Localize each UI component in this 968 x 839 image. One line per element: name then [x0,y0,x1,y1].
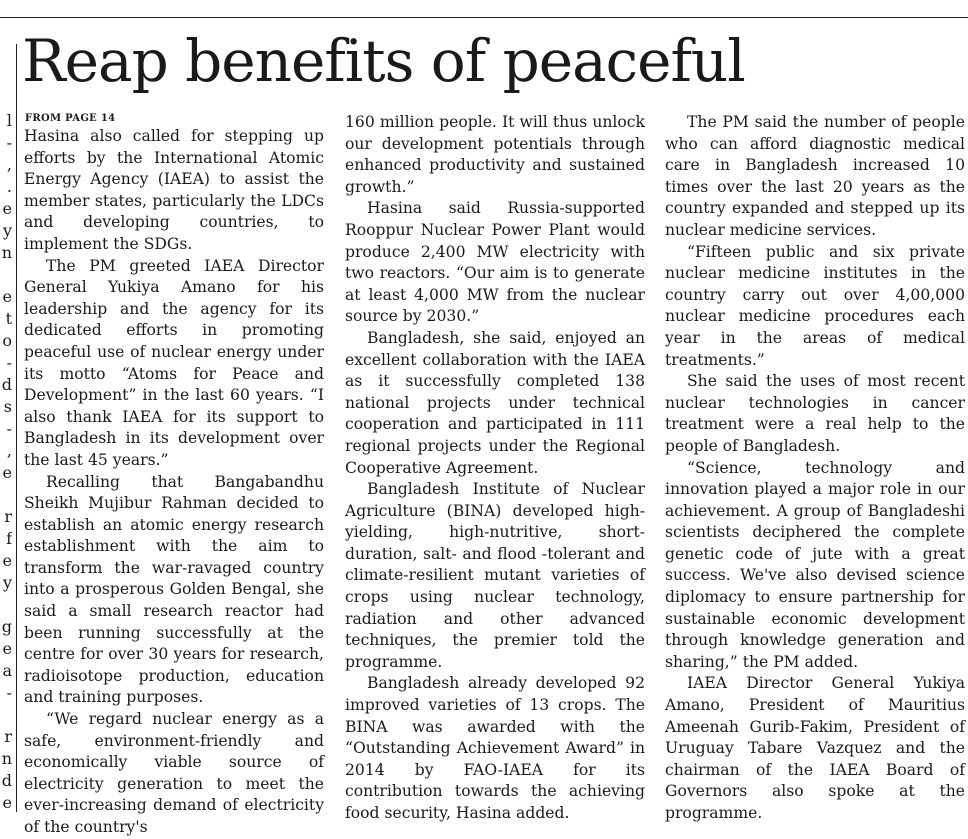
paragraph: Hasina also called for stepping up efforts by the International Atomic Energy Agency (IAEA) to assist the member states, particularly the LDCs and developing countries, to implement the SDGs. [24,127,324,253]
article-column-2 [345,112,645,825]
paragraph: Bangladesh Institute of Nuclear Agriculture (BINA) developed high-yielding, high-nutritive, short-duration, salt- and flood -tolerant and climate-resilient mutant varieties of crops using nuclear technology, radiation and other advanced techniques, the premier told the programme. [345,480,645,671]
paragraph: IAEA Director General Yukiya Amano, President of Mauritius Ameenah Gurib-Fakim, President of Uruguay Tabare Vazquez and the chairman of the IAEA Board of Governors also spoke at the programme. [665,674,965,822]
paragraph: The PM said the number of people who can afford diagnostic medical care in Bangladesh increased 10 times over the last 20 years as the country expanded and stepped up its nuclear medicine services. [665,113,965,239]
column-divider-rule [16,44,17,812]
paragraph: “We regard nuclear energy as a safe, environment-friendly and economically viable source of electricity generation to meet the ever-increasing demand of electricity of the country's [24,710,324,836]
paragraph: Recalling that Bangabandhu Sheikh Mujibur Rahman decided to establish an atomic energy research establishment with the aim to transform the war-ravaged country into a prosperous Golden Bengal, she said a small research reactor had been running successfully at the centre for over 30 years for research, radioisotope production, education and training purposes. [24,472,324,707]
article-column-1 [24,112,324,839]
paragraph: “Science, technology and innovation played a major role in our achievement. A group of Bangladeshi scientists deciphered the complete genetic code of jute with a great success. We've also devised science diplomacy to ensure partnership for sustainable economic development through knowledge generation and sharing,” the PM added. [665,458,965,671]
top-rule [0,17,968,18]
paragraph: Hasina said Russia-supported Rooppur Nuclear Power Plant would produce 2,400 MW electricity with two reactors. “Our aim is to generate at least 4,000 MW from the nuclear source by 2030.” [345,199,645,326]
article-column-3 [665,112,965,825]
jump-label: FROM PAGE 14 [25,113,116,124]
paragraph: Bangladesh already developed 92 improved varieties of 13 crops. The BINA was awarded with the “Outstanding Achievement Award” in 2014 by FAO-IAEA for its contribution towards the achieving food security, Hasina added. [345,674,645,822]
paragraph: “Fifteen public and six private nuclear medicine institutes in the country carry out over 4,00,000 nuclear medicine procedures each year in the areas of medical treatments.” [665,242,965,369]
adjacent-article-fragment: l - , . e y n e t o - d s - , e r f e y g e a - r n d e [1,111,12,812]
paragraph: Bangladesh, she said, enjoyed an excellent collaboration with the IAEA as it successfully completed 138 national projects under technical cooperation and participated in 111 regional projects under the Regional Cooperative Agreement. [345,328,645,477]
headline: Reap benefits of peaceful [22,27,745,95]
paragraph: The PM greeted IAEA Director General Yukiya Amano for his leadership and the agency for its dedicated efforts in promoting peaceful use of nuclear energy under its motto “Atoms for Peace and Development” in the last 60 years. “I also thank IAEA for its support to Bangladesh in its development over the last 45 years.” [24,256,324,469]
paragraph: 160 million people. It will thus unlock our development potentials through enhanced productivity and sustained growth.” [345,113,645,196]
paragraph: She said the uses of most recent nuclear technologies in cancer treatment were a real help to the people of Bangladesh. [665,372,965,455]
